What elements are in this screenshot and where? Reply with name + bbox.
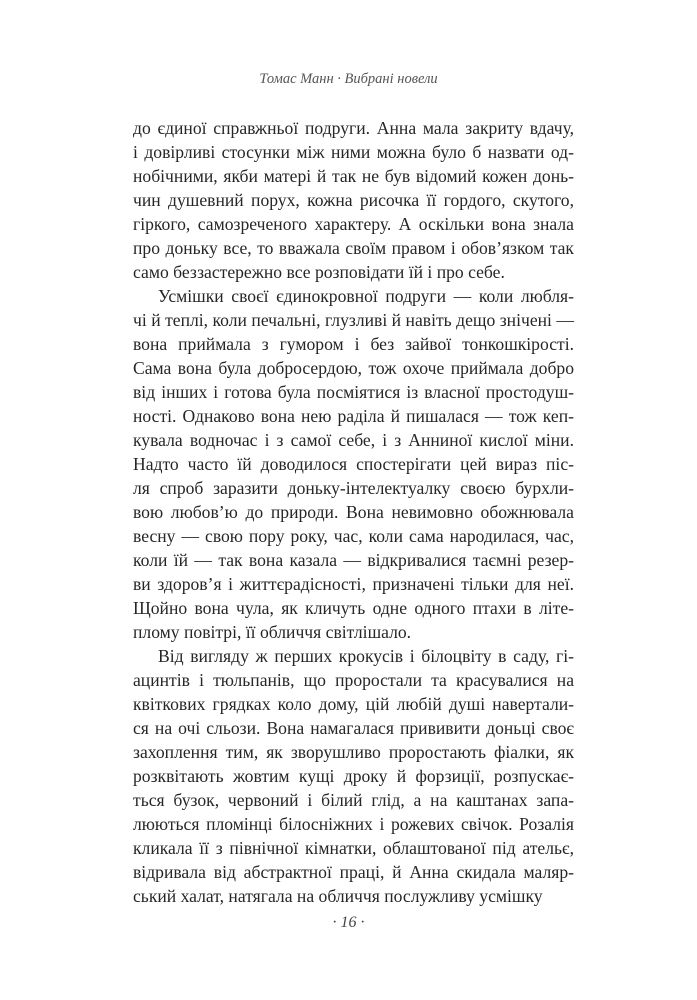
text-line: кувала водночас і з самої себе, і з Анниної кислої міни. (133, 430, 574, 450)
paragraph (133, 284, 574, 644)
text-line: само беззастережно все розповідати їй і про себе. (133, 262, 505, 282)
paragraph (133, 116, 574, 284)
text-line: і довірливі стосунки між ними можна було б назвати од- (133, 142, 574, 162)
text-line: про доньку все, то вважала своїм правом і обов’язком так (133, 238, 574, 258)
text-line: гіркого, самозреченого характеру. А оскільки вона знала (133, 214, 574, 234)
text-line: до єдиної справжньої подруги. Анна мала закриту вдачу, (133, 118, 574, 138)
text-line: плому повітрі, її обличчя світлішало. (133, 622, 412, 642)
text-line: відривала від абстрактної праці, й Анна скидала маляр- (133, 862, 574, 882)
paragraph (133, 644, 574, 908)
text-line: ви здоров’я і життєрадісності, призначені тільки для неї. (133, 574, 574, 594)
text-line: ля спроб заразити доньку-інтелектуалку своєю бурхли- (133, 478, 574, 498)
text-line: Щойно вона чула, як кличуть одне одного птахи в літе- (133, 598, 574, 618)
text-line: люються пломінці білосніжних і рожевих свічок. Розалія (133, 814, 574, 834)
text-line: від інших і готова була посміятися із власної простодуш- (133, 382, 574, 402)
text-line: ться бузок, червоний і білий глід, а на каштанах запа- (133, 790, 574, 810)
text-line: вона приймала з гумором і без зайвої тонкошкірості. (133, 334, 574, 354)
text-line: нобічними, якби матері й так не був відомий кожен донь- (133, 166, 574, 186)
text-line: квіткових грядках коло дому, цій любій душі навертали- (133, 694, 574, 714)
text-line: захоплення тим, як зворушливо проростають фіалки, як (133, 742, 574, 762)
text-line: ський халат, натягала на обличчя послужливу усмішку (133, 886, 543, 906)
text-line: коли їй — так вона казала — відкривалися таємні резер- (133, 550, 574, 570)
text-line: чин душевний порух, кожна рисочка її гордого, скутого, (133, 190, 574, 210)
running-header: Томас Манн · Вибрані новели (259, 71, 438, 87)
text-line: Усмішки своєї єдинокровної подруги — коли любля- (158, 286, 574, 306)
text-line: Надто часто їй доводилося спостерігати цей вираз піс- (133, 454, 574, 474)
body-text (133, 116, 574, 908)
text-line: кликала її з північної кімнатки, облаштованої під ательє, (133, 838, 574, 858)
text-line: вою любов’ю до природи. Вона невимовно обожнювала (133, 502, 574, 522)
text-line: ності. Однаково вона нею раділа й пишалася — тож кеп- (133, 406, 574, 426)
text-line: ся на очі сльози. Вона намагалася прививити доньці своє (133, 718, 574, 738)
text-line: Сама вона була добросердою, тож охоче приймала добро (133, 358, 574, 378)
text-line: розквітають жовтим кущі дроку й форзиції, розпускає- (133, 766, 574, 786)
text-line: ацинтів і тюльпанів, що проростали та красувалися на (133, 670, 574, 690)
text-line: чі й теплі, коли печальні, глузливі й навіть дещо знічені — (133, 310, 574, 330)
text-line: весну — свою пору року, час, коли сама народилася, час, (133, 526, 574, 546)
page-number: · 16 · (332, 914, 365, 931)
text-line: Від вигляду ж перших крокусів і білоцвіту в саду, гі- (158, 646, 574, 666)
